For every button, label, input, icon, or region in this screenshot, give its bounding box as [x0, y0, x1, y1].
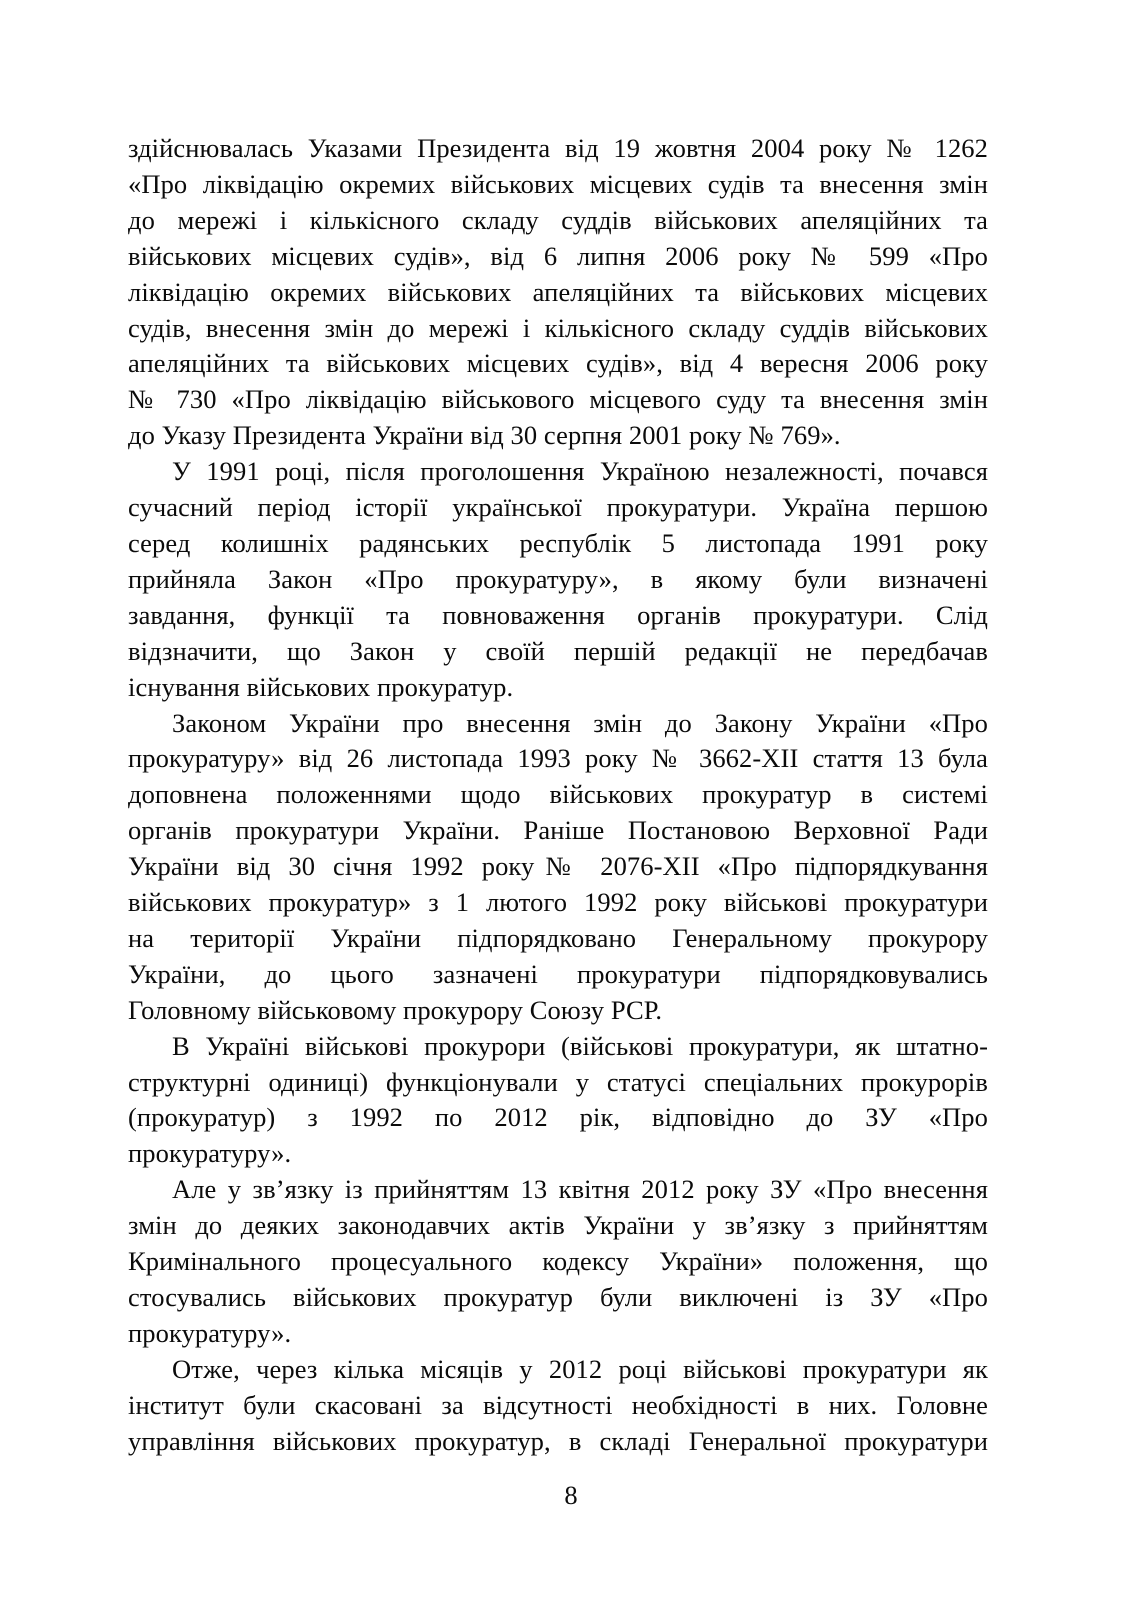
paragraph — [128, 1172, 988, 1352]
paragraph — [128, 1352, 988, 1460]
text-line: структурні одиниці) функціонували у статусі спеціальних прокурорів — [128, 1066, 988, 1097]
text-line: У 1991 році, після проголошення Україною незалежності, почався — [172, 456, 988, 487]
text-line: управління військових прокуратур, в складі Генеральної прокуратури — [128, 1425, 988, 1456]
text-line: військових прокуратур» з 1 лютого 1992 року військові прокуратури — [128, 887, 988, 918]
text-line: «Про ліквідацію окремих військових місцевих судів та внесення змін — [128, 168, 988, 199]
text-line: здійснювалась Указами Президента від 19 жовтня 2004 року № 1262 — [128, 133, 988, 163]
text-line: № 730 «Про ліквідацію військового місцевого суду та внесення змін — [128, 384, 988, 415]
text-line: доповнена положеннями щодо військових прокуратур в системі — [128, 779, 988, 810]
text-line: органів прокуратури України. Раніше Постановою Верховної Ради — [128, 815, 988, 846]
page-number: 8 — [564, 1480, 578, 1510]
text-line: судів, внесення змін до мережі і кількісного складу суддів військових — [128, 312, 988, 343]
text-line: Отже, через кілька місяців у 2012 році військові прокуратури як — [172, 1353, 988, 1384]
text-line: серед колишніх радянських республік 5 листопада 1991 року — [128, 527, 988, 558]
text-line: сучасний період історії української прокуратури. Україна першою — [128, 492, 988, 523]
text-line: до мережі і кількісного складу суддів військових апеляційних та — [128, 204, 988, 235]
text-line: В Україні військові прокурори (військові прокуратури, як штатно- — [172, 1030, 988, 1061]
text-line: Законом України про внесення змін до Закону України «Про — [172, 707, 988, 738]
paragraph — [128, 1029, 988, 1173]
text-line: апеляційних та військових місцевих судів», від 4 вересня 2006 року — [128, 348, 988, 379]
text-line: стосувались військових прокуратур були виключені із ЗУ «Про — [128, 1282, 988, 1312]
text-line: військових місцевих судів», від 6 липня 2006 року № 599 «Про — [128, 240, 988, 271]
text-line: відзначити, що Закон у своїй першій редакції не передбачав — [128, 635, 988, 666]
text-line: Кримінального процесуального кодексу України» положення, що — [128, 1246, 988, 1277]
text-line: прокуратуру» від 26 листопада 1993 року № 3662-XII стаття 13 була — [128, 743, 988, 774]
text-line: України, до цього зазначені прокуратури підпорядковувались — [128, 958, 988, 989]
text-line: Але у зв’язку із прийняттям 13 квітня 2012 року ЗУ «Про внесення — [172, 1174, 988, 1205]
text-line: завдання, функції та повноваження органів прокуратури. Слід — [128, 599, 988, 630]
text-line: змін до деяких законодавчих актів України у зв’язку з прийняттям — [128, 1210, 988, 1241]
text-line: прокуратуру». — [128, 1317, 292, 1348]
text-line: ліквідацію окремих військових апеляційних та військових місцевих — [128, 276, 988, 307]
text-line: існування військових прокуратур. — [128, 671, 514, 702]
text-line: до Указу Президента України від 30 серпня 2001 року № 769». — [128, 420, 841, 451]
text-line: прокуратуру». — [128, 1138, 292, 1169]
paragraph — [128, 131, 988, 454]
text-line: Головному військовому прокурору Союзу РСР. — [128, 994, 663, 1025]
text-line: (прокуратур) з 1992 по 2012 рік, відповідно до ЗУ «Про — [128, 1102, 988, 1133]
paragraph — [128, 454, 988, 705]
paragraph — [128, 706, 988, 1029]
text-line: інститут були скасовані за відсутності необхідності в них. Головне — [128, 1389, 988, 1420]
text-line: на території України підпорядковано Генеральному прокурору — [128, 922, 988, 953]
text-block — [128, 131, 988, 1460]
text-line: прийняла Закон «Про прокуратуру», в якому були визначені — [128, 563, 988, 594]
text-line: України від 30 січня 1992 року№ 2076-XII «Про підпорядкування — [128, 851, 988, 882]
